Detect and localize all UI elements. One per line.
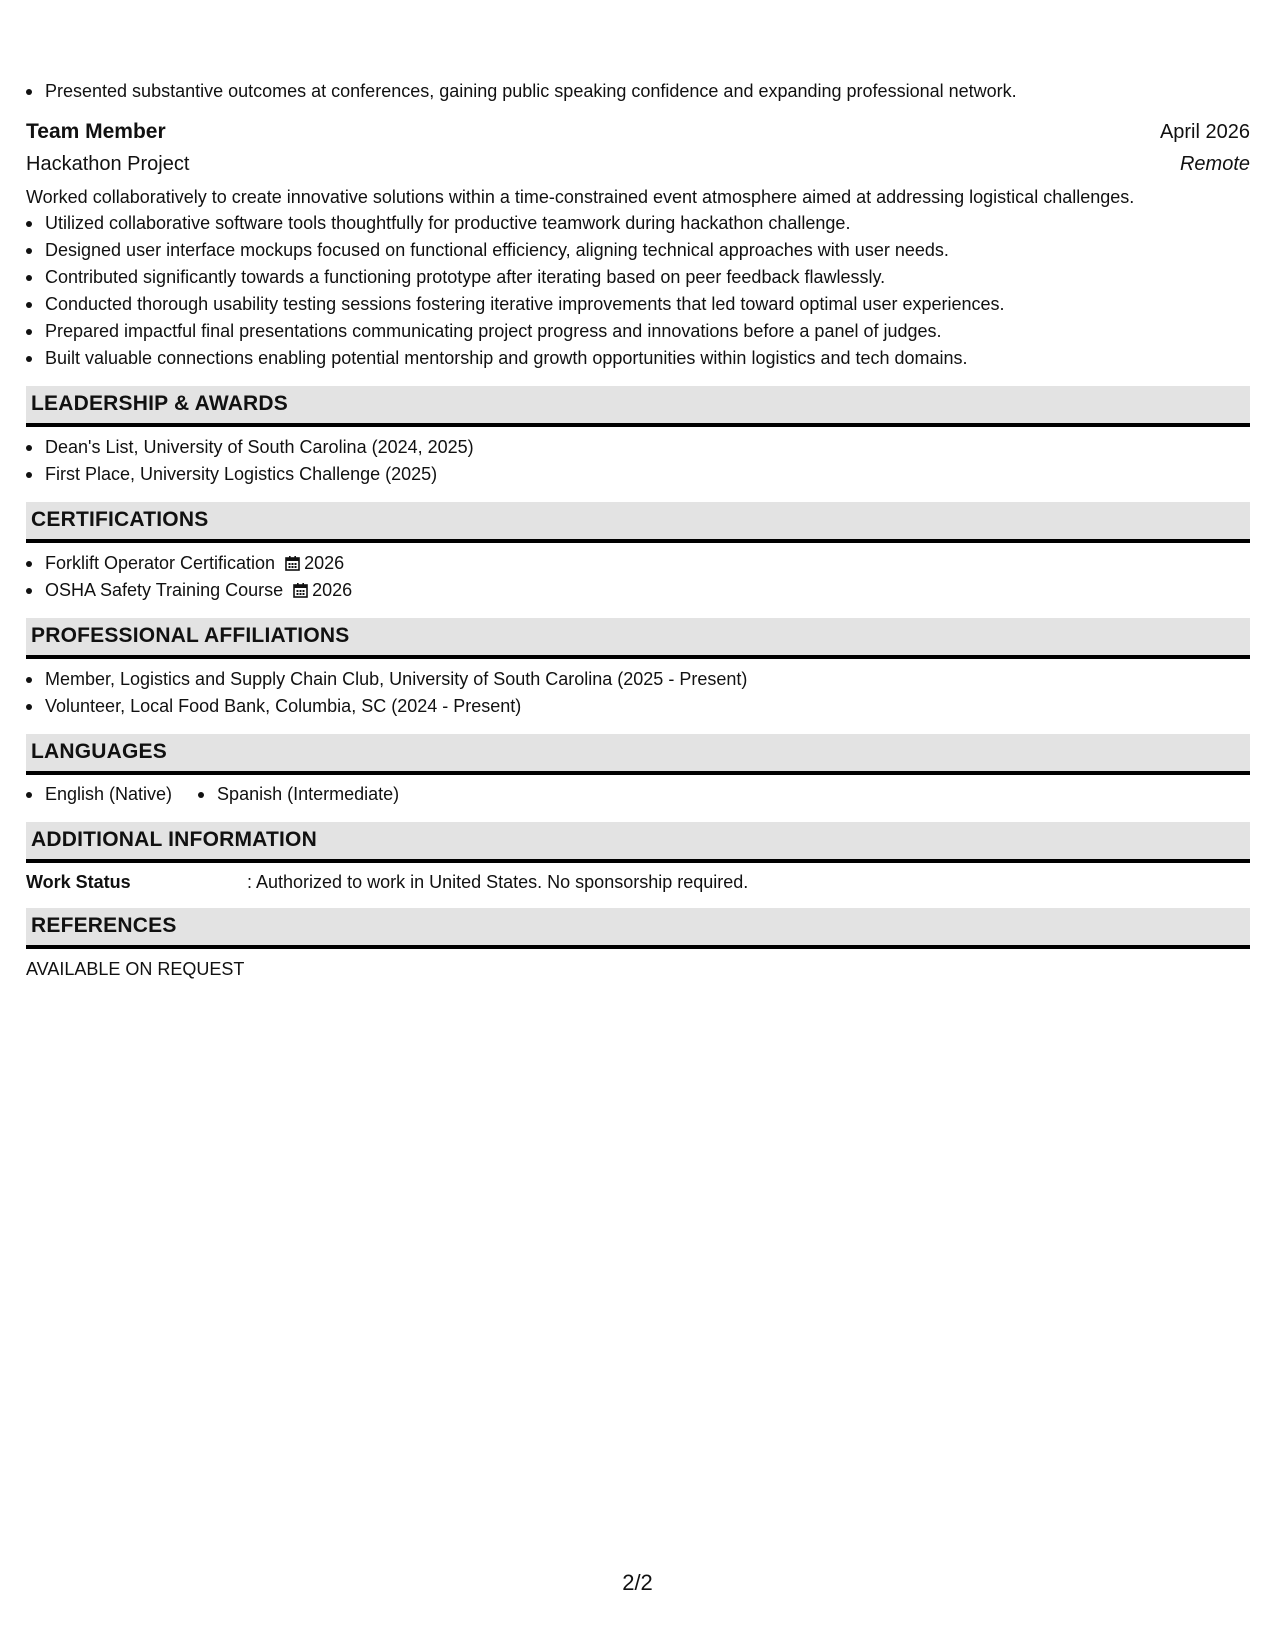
leadership-list (26, 434, 474, 488)
list-item: Designed user interface mockups focused on functional efficiency, aligning technical approaches with user needs. (26, 237, 1005, 264)
job-header (26, 116, 1250, 180)
list-item: Prepared impactful final presentations communicating project progress and innovations before a panel of judges. (26, 318, 1005, 345)
section-heading-leadership (26, 386, 1250, 427)
certification-name: OSHA Safety Training Course (45, 580, 284, 600)
list-item: Utilized collaborative software tools thoughtfully for productive teamwork during hackathon challenge. (26, 210, 1005, 237)
list-item: Volunteer, Local Food Bank, Columbia, SC (2024 - Present) (26, 693, 747, 720)
section-heading-additional-info (26, 822, 1250, 863)
certification-year: 2026 (312, 580, 353, 600)
language-item: Spanish (Intermediate) (198, 781, 399, 808)
list-item: Contributed significantly towards a functioning prototype after iterating based on peer feedback flawlessly. (26, 264, 1005, 291)
certification-item (26, 577, 352, 604)
list-item: Dean's List, University of South Carolina (2024, 2025) (26, 434, 474, 461)
references-text: AVAILABLE ON REQUEST (26, 959, 245, 979)
work-status-label: Work Status (26, 872, 131, 892)
section-title: PROFESSIONAL AFFILIATIONS (31, 624, 350, 647)
job-bullets (26, 210, 1005, 372)
list-item: Member, Logistics and Supply Chain Club, University of South Carolina (2025 - Present) (26, 666, 747, 693)
list-item: Built valuable connections enabling potential mentorship and growth opportunities within logistics and tech domains. (26, 345, 1005, 372)
job-description: Worked collaboratively to create innovative solutions within a time-constrained event atmosphere aimed at addressing logistical challenges. (26, 187, 1135, 207)
certification-year: 2026 (304, 553, 345, 573)
section-heading-references (26, 908, 1250, 949)
page-number: 2/2 (622, 1570, 653, 1595)
job-location: Remote (1179, 153, 1250, 175)
certification-item (26, 550, 352, 577)
section-heading-affiliations (26, 618, 1250, 659)
list-item: Presented substantive outcomes at conferences, gaining public speaking confidence and expanding professional network. (26, 78, 1017, 105)
section-title: LANGUAGES (31, 740, 167, 763)
section-title: CERTIFICATIONS (31, 508, 209, 531)
section-heading-languages (26, 734, 1250, 775)
list-item: First Place, University Logistics Challenge (2025) (26, 461, 474, 488)
job-organization: Hackathon Project (26, 153, 190, 175)
work-status-value: : Authorized to work in United States. No sponsorship required. (247, 872, 749, 892)
languages-list (26, 781, 425, 808)
section-title: LEADERSHIP & AWARDS (31, 392, 288, 415)
job-title: Team Member (26, 120, 166, 143)
section-title: ADDITIONAL INFORMATION (31, 828, 317, 851)
affiliations-list (26, 666, 747, 720)
calendar-icon (293, 582, 308, 598)
calendar-icon (285, 555, 300, 571)
job-date: April 2026 (1159, 121, 1250, 143)
certifications-list (26, 550, 352, 604)
section-heading-certifications (26, 502, 1250, 543)
section-title: REFERENCES (31, 914, 177, 937)
language-item: English (Native) (26, 781, 172, 808)
list-item: Conducted thorough usability testing sessions fostering iterative improvements that led toward optimal user experiences. (26, 291, 1005, 318)
certification-name: Forklift Operator Certification (45, 553, 276, 573)
previous-job-bullets (26, 78, 1017, 105)
